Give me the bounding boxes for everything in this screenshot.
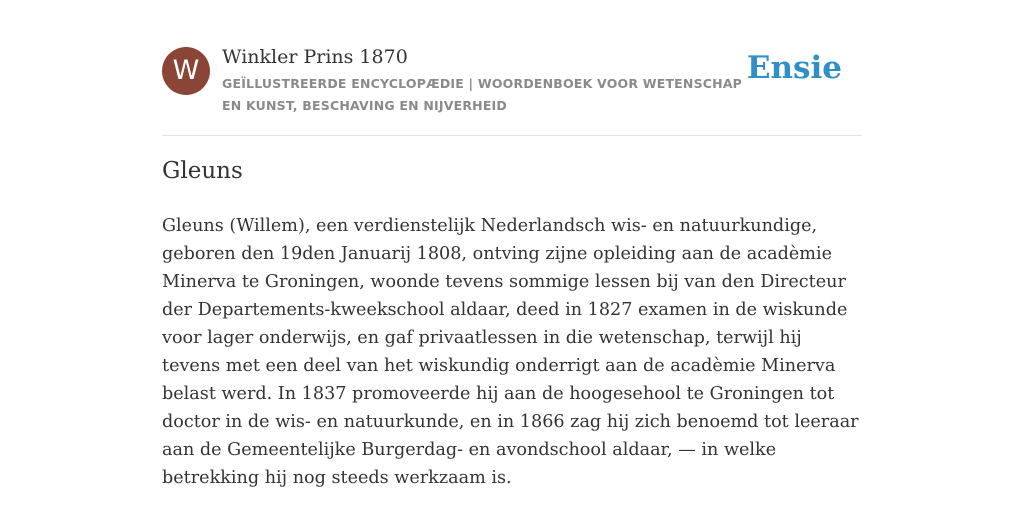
- source-avatar[interactable]: W: [162, 47, 210, 95]
- article-title: Gleuns: [162, 158, 243, 184]
- ensie-logo-link[interactable]: Ensie: [746, 50, 842, 86]
- article-body: Gleuns (Willem), een verdienstelijk Nederlandsch wis- en natuurkundige, geboren den 19den Januarij 1808, ontving zijne opleiding aan de acadèmie Minerva te Groningen, woonde tevens sommige lessen bij van den Directeur der Departements-kweekschool aldaar, deed in 1827 examen in de wiskunde voor lager onderwijs, en gaf privaatlessen in die wetenschap, terwijl hij tevens met een deel van het wiskundig onderrigt aan de acadèmie Minerva belast werd. In 1837 promoveerde hij aan de hoogesehool te Groningen tot doctor in de wis- en natuurkunde, en in 1866 zag hij zich benoemd tot leeraar aan de Gemeentelijke Burgerdag- en avondschool aldaar, — in welke betrekking hij nog steeds werkzaam is.: [162, 216, 859, 488]
- source-title-link[interactable]: Winkler Prins 1870: [222, 46, 408, 68]
- source-header: [162, 44, 862, 136]
- source-subtitle: GEÏLLUSTREERDE ENCYCLOPÆDIE | WOORDENBOEK VOOR WETENSCHAP EN KUNST, BESCHAVING EN NIJVERHEID: [222, 76, 743, 113]
